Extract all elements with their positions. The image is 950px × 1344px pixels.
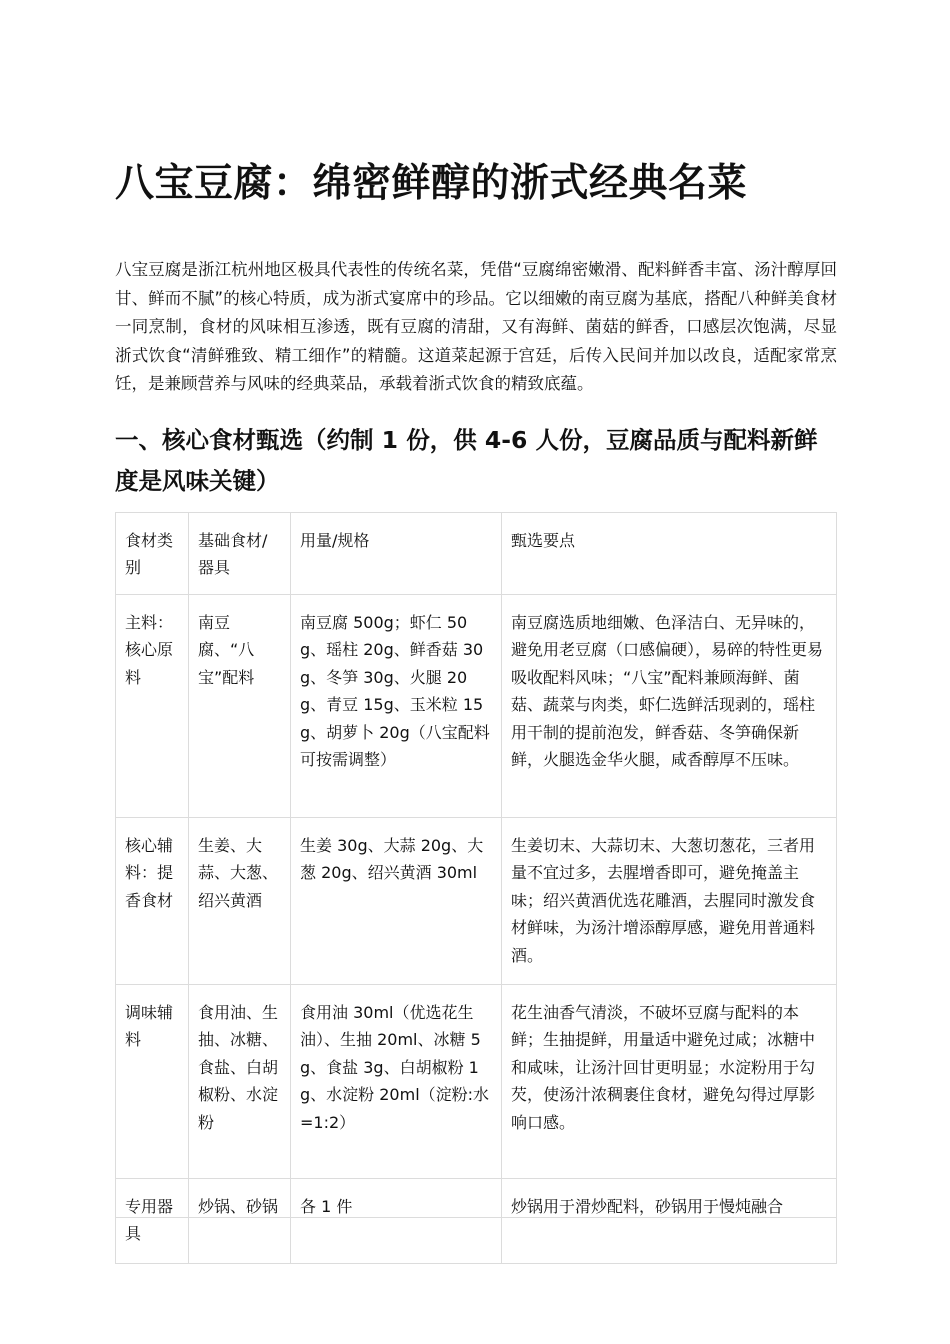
table-cell-tips: 花生油香气清淡，不破坏豆腐与配料的本鲜；生抽提鲜，用量适中避免过咸；冰糖中和咸味，让汤汁回甘更明显；水淀粉用于勾芡，使汤汁浓稠裹住食材，避免勾得过厚影响口感。	[502, 985, 837, 1179]
table-cell-category: 调味辅料	[116, 985, 189, 1179]
section-heading-ingredients: 一、核心食材甄选（约制 1 份，供 4-6 人份，豆腐品质与配料新鲜度是风味关键）	[115, 426, 818, 495]
ingredients-table	[115, 512, 837, 1264]
table-cell-category: 核心辅料：提香食材	[116, 818, 189, 985]
table-row	[116, 595, 837, 818]
table-header-cell: 食材类别	[116, 513, 189, 595]
table-cell-ingredients: 炒锅、砂锅	[189, 1179, 291, 1264]
page-title: 八宝豆腐：绵密鲜醇的浙式经典名菜	[115, 161, 748, 206]
intro-paragraph: 八宝豆腐是浙江杭州地区极具代表性的传统名菜，凭借“豆腐绵密嫩滑、配料鲜香丰富、汤汁醇厚回甘、鲜而不腻”的核心特质，成为浙式宴席中的珍品。它以细嫩的南豆腐为基底，搭配八种鲜美食材一同烹制，食材的风味相互渗透，既有豆腐的清甜，又有海鲜、菌菇的鲜香，口感层次饱满，尽显浙式饮食“清鲜雅致、精工细作”的精髓。这道菜起源于宫廷，后传入民间并加以改良，适配家常烹饪，是兼顾营养与风味的经典菜品，承载着浙式饮食的精致底蕴。	[115, 260, 837, 394]
table-cell-tips: 生姜切末、大蒜切末、大葱切葱花，三者用量不宜过多，去腥增香即可，避免掩盖主味；绍兴黄酒优选花雕酒，去腥同时激发食材鲜味，为汤汁增添醇厚感，避免用普通料酒。	[502, 818, 837, 985]
table-header-row	[116, 513, 837, 595]
table-cell-amount: 各 1 件	[291, 1179, 502, 1264]
table-cell-ingredients: 生姜、大蒜、大葱、绍兴黄酒	[189, 818, 291, 985]
table-cell-amount: 食用油 30ml（优选花生油）、生抽 20ml、冰糖 5g、食盐 3g、白胡椒粉 1g、水淀粉 20ml（淀粉:水=1:2）	[291, 985, 502, 1179]
table-cell-category: 专用器具	[116, 1179, 189, 1264]
ingredients-table-container	[115, 512, 837, 1244]
table-row	[116, 1179, 837, 1264]
table-header-cell: 用量/规格	[291, 513, 502, 595]
table-cell-amount: 南豆腐 500g；虾仁 50g、瑶柱 20g、鲜香菇 30g、冬笋 30g、火腿 20g、青豆 15g、玉米粒 15g、胡萝卜 20g（八宝配料可按需调整）	[291, 595, 502, 818]
table-row	[116, 818, 837, 985]
table-cell-ingredients: 南豆腐、“八宝”配料	[189, 595, 291, 818]
table-row	[116, 985, 837, 1179]
table-cell-ingredients: 食用油、生抽、冰糖、食盐、白胡椒粉、水淀粉	[189, 985, 291, 1179]
table-header-cell: 甄选要点	[502, 513, 837, 595]
table-cell-amount: 生姜 30g、大蒜 20g、大葱 20g、绍兴黄酒 30ml	[291, 818, 502, 985]
table-cell-tips: 炒锅用于滑炒配料，砂锅用于慢炖融合	[502, 1179, 837, 1264]
table-cell-tips: 南豆腐选质地细嫩、色泽洁白、无异味的，避免用老豆腐（口感偏硬），易碎的特性更易吸收配料风味；“八宝”配料兼顾海鲜、菌菇、蔬菜与肉类，虾仁选鲜活现剥的，瑶柱用干制的提前泡发，鲜香菇、冬笋确保新鲜，火腿选金华火腿，咸香醇厚不压味。	[502, 595, 837, 818]
table-header-cell: 基础食材/器具	[189, 513, 291, 595]
table-cell-category: 主料：核心原料	[116, 595, 189, 818]
